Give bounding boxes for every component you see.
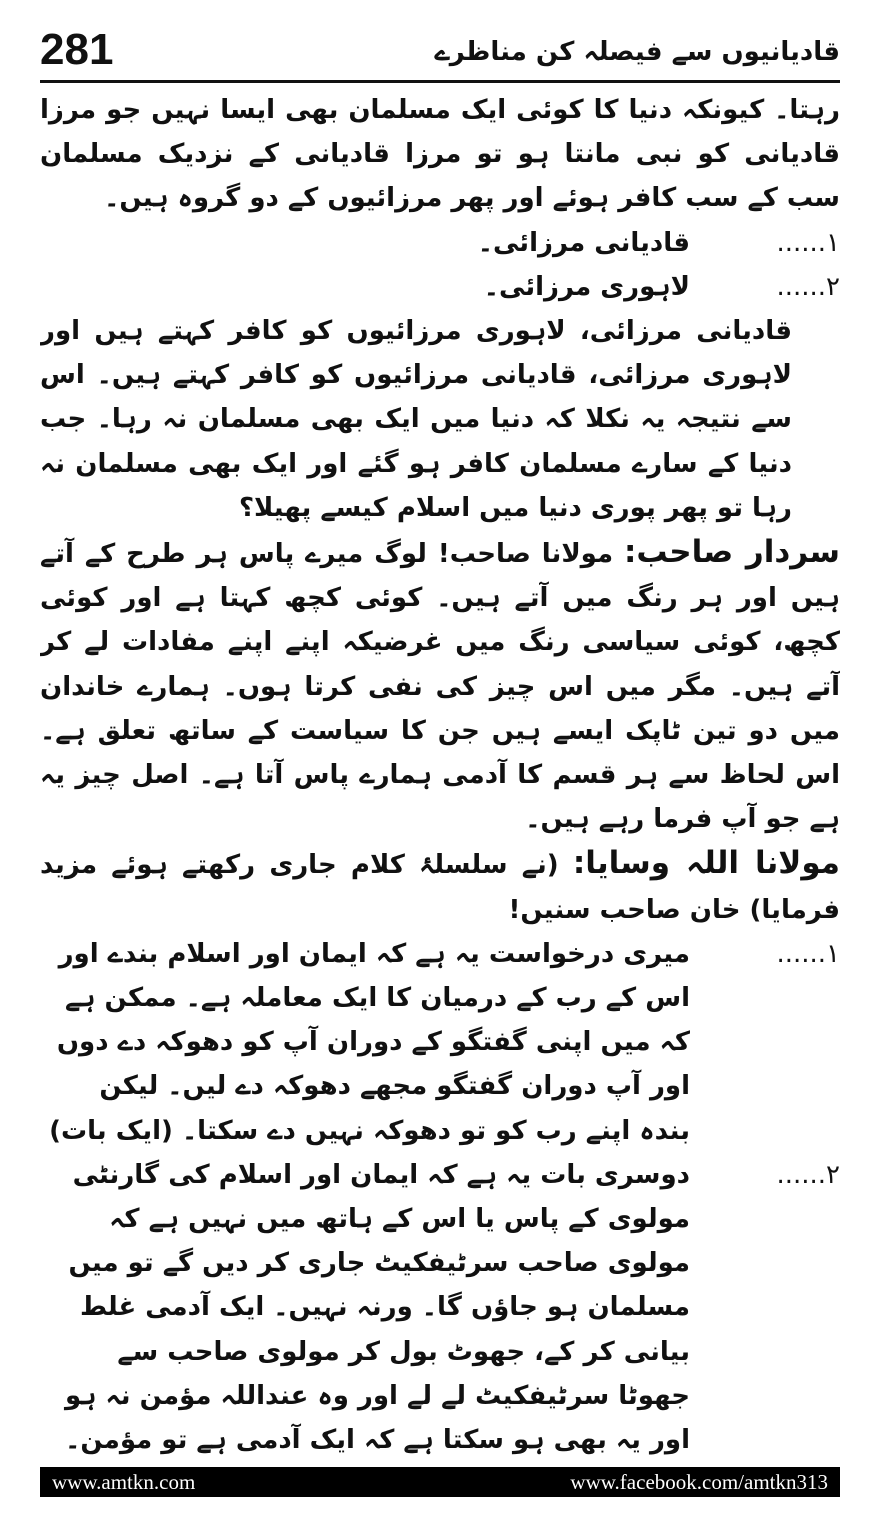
facebook-link[interactable]: www.facebook.com/amtkn313 <box>570 1470 828 1494</box>
list-text: دوسری بات یہ ہے کہ ایمان اور اسلام کی گارنٹی مولوی کے پاس یا اس کے ہاتھ میں نہیں ہے کہ مولوی صاحب سرٹیفکیٹ جاری کر دیں گے تو میں مسلمان ہو جاؤں گا۔ ورنہ نہیں۔ ایک آدمی غلط بیانی کر کے، جھوٹ بول کر مولوی صاحب سے جھوٹا سرٹیفکیٹ لے لے اور وہ عنداللہ مؤمن نہ ہو اور یہ بھی ہو سکتا ہے کہ ایک آدمی ہے تو مؤمن۔ <box>64 1159 690 1456</box>
page-footer <box>40 1467 840 1497</box>
page-number: 281 <box>40 25 114 74</box>
speaker-label: سردار صاحب: <box>624 534 840 571</box>
header-divider <box>40 80 840 83</box>
website-link[interactable]: www.amtkn.com <box>52 1470 196 1494</box>
list-item <box>40 932 840 1153</box>
dialogue-text: مولانا صاحب! لوگ میرے پاس ہر طرح کے آتے ہیں اور ہر رنگ میں آتے ہیں۔ کوئی کچھ کہتا ہے اور کوئی کچھ، کوئی سیاسی رنگ میں غرضیکہ اپنے اپنے مفادات لے کر آتے ہیں۔ مگر میں اس چیز کی نفی کرتا ہوں۔ ہمارے خاندان میں دو تین ٹاپک ایسے ہیں جن کا سیاست کے ساتھ تعلق ہے۔ اس لحاظ سے ہر قسم کا آدمی ہمارے پاس آتا ہے۔ اصل چیز یہ ہے جو آپ فرما رہے ہیں۔ <box>40 539 840 835</box>
list-text: میری درخواست یہ ہے کہ ایمان اور اسلام بندے اور اس کے رب کے درمیان کا ایک معاملہ ہے۔ ممکن ہے کہ میں اپنی گفتگو کے دوران آپ کو دھوکہ دے دوں اور آپ دوران گفتگو مجھے دھوکہ دے لیں۔ لیکن بندہ اپنے رب کو تو دھوکہ نہیں دے سکتا۔ (ایک بات) <box>49 938 690 1146</box>
list-number: ۲...... <box>776 271 840 302</box>
paragraph: قادیانی مرزائی، لاہوری مرزائیوں کو کافر کہتے ہیں اور لاہوری مرزائی، قادیانی مرزائیوں کو کافر کہتے ہیں۔ اس سے نتیجہ یہ نکلا کہ دنیا میں ایک بھی مسلمان نہ رہا۔ جب دنیا کے سارے مسلمان کافر ہو گئے اور ایک بھی مسلمان نہ رہا تو پھر پوری دنیا میں اسلام کیسے پھیلا؟ <box>40 316 792 523</box>
list-item <box>40 221 840 265</box>
running-title: قادیانیوں سے فیصلہ کن مناظرے <box>434 37 840 67</box>
paragraph: رہتا۔ کیونکہ دنیا کا کوئی ایک مسلمان بھی ایسا نہیں جو مرزا قادیانی کو نبی مانتا ہو تو مرزا قادیانی کے نزدیک مسلمان سب کے سب کافر ہوئے اور پھر مرزائیوں کے دو گروہ ہیں۔ <box>40 95 840 214</box>
page-body <box>40 88 840 1458</box>
list-number: ۱...... <box>776 227 840 258</box>
list-number: ۱...... <box>776 938 840 969</box>
list-number: ۲...... <box>776 1159 840 1190</box>
list-item <box>40 1153 840 1458</box>
speaker-label: مولانا اللہ وسایا: <box>572 845 840 882</box>
dialogue-text: (نے سلسلۂ کلام جاری رکھتے ہوئے مزید فرمایا) خان صاحب سنیں! <box>40 850 840 925</box>
dialogue-paragraph <box>40 530 840 841</box>
dialogue-paragraph <box>40 841 840 931</box>
list-text: لاہوری مرزائی۔ <box>483 271 690 302</box>
list-item <box>40 265 840 309</box>
list-text: قادیانی مرزائی۔ <box>477 227 690 258</box>
page-header <box>40 22 840 76</box>
